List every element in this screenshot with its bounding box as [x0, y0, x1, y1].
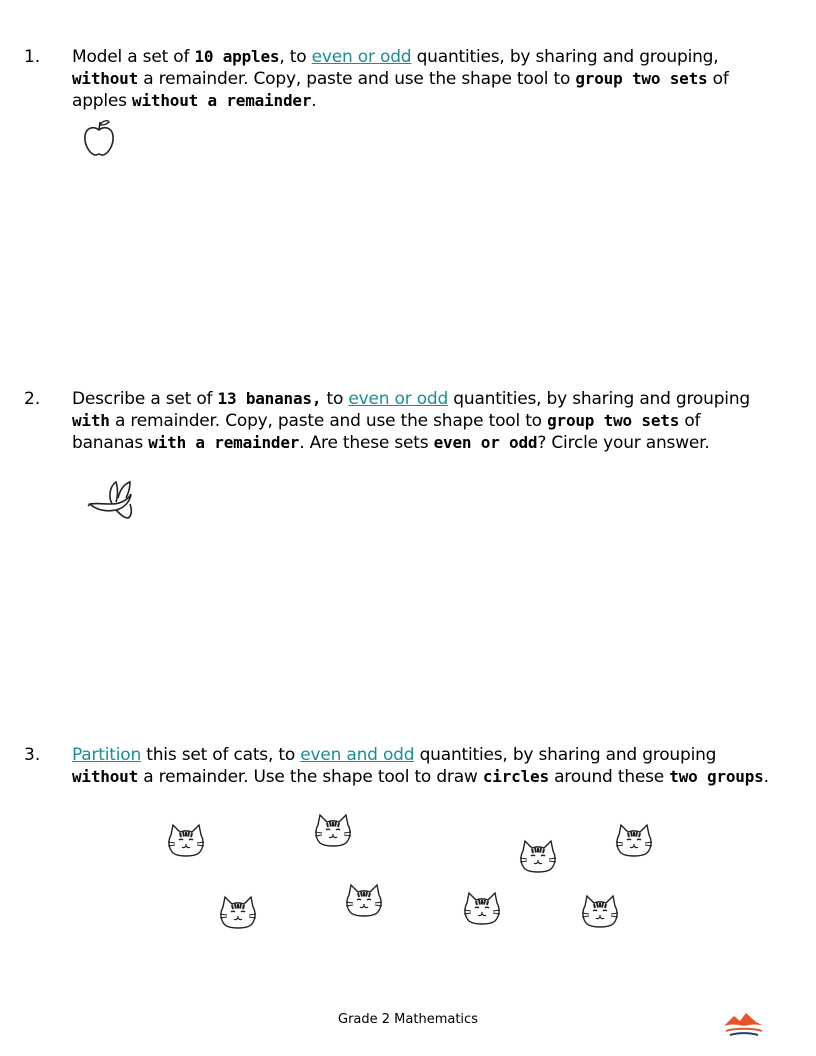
bold-run: with a remainder: [148, 433, 300, 452]
text-run: ? Circle your answer.: [537, 433, 710, 453]
bold-run: without: [72, 69, 139, 88]
question-text: [72, 388, 802, 454]
banana-icon[interactable]: [86, 474, 136, 522]
text-run: Describe a set of: [72, 389, 218, 409]
cat-face-icon[interactable]: [344, 882, 384, 920]
bold-run: even or odd: [433, 433, 538, 452]
cat-face-icon[interactable]: [166, 822, 206, 860]
question-text: [72, 744, 802, 788]
text-run: Model a set of: [72, 47, 195, 67]
text-run: to: [321, 389, 349, 409]
question-number: 3.: [24, 745, 41, 765]
text-run: quantities, by sharing and grouping: [414, 745, 717, 765]
bold-run: circles: [482, 767, 549, 786]
even-or-odd-link[interactable]: even or odd: [311, 47, 412, 67]
mountain-logo-icon: [722, 1010, 766, 1036]
bold-run: with: [72, 411, 110, 430]
question-line: [72, 432, 802, 454]
bold-run: without a remainder: [132, 91, 312, 110]
text-run: a remainder. Copy, paste and use the shape tool to: [138, 69, 576, 89]
cat-face-icon[interactable]: [518, 838, 558, 876]
question-line: [72, 68, 802, 90]
bold-run: group two sets: [547, 411, 680, 430]
text-run: quantities, by sharing and grouping: [448, 389, 750, 409]
text-run: a remainder. Use the shape tool to draw: [138, 767, 483, 787]
question-number: 1.: [24, 47, 41, 67]
cat-face-icon[interactable]: [614, 822, 654, 860]
question-line: [72, 410, 802, 432]
bold-run: 13 bananas,: [217, 389, 322, 408]
text-run: this set of cats, to: [141, 745, 301, 765]
text-run: .: [311, 91, 317, 111]
text-run: a remainder. Copy, paste and use the shape tool to: [109, 411, 548, 431]
text-run: , to: [279, 47, 312, 67]
text-run: apples: [72, 91, 133, 111]
partition-link[interactable]: Partition: [72, 745, 142, 765]
cat-face-icon[interactable]: [580, 893, 620, 931]
cat-face-icon[interactable]: [313, 812, 353, 850]
question-text: [72, 46, 802, 112]
bold-run: group two sets: [575, 69, 708, 88]
bold-run: without: [72, 767, 139, 786]
text-run: of: [679, 411, 701, 431]
text-run: .: [763, 767, 769, 787]
question-line: [72, 744, 802, 766]
text-run: quantities, by sharing and grouping,: [411, 47, 719, 67]
text-run: . Are these sets: [299, 433, 434, 453]
text-run: bananas: [72, 433, 149, 453]
text-run: around these: [548, 767, 670, 787]
apple-icon[interactable]: [82, 118, 116, 158]
cat-face-icon[interactable]: [218, 894, 258, 932]
text-run: of: [707, 69, 729, 89]
bold-run: 10 apples: [194, 47, 280, 66]
question-line: [72, 46, 802, 68]
even-or-odd-link[interactable]: even or odd: [348, 389, 449, 409]
even-and-odd-link[interactable]: even and odd: [300, 745, 415, 765]
question-line: [72, 388, 802, 410]
bold-run: two groups: [669, 767, 764, 786]
question-number: 2.: [24, 389, 41, 409]
question-line: [72, 766, 802, 788]
question-line: [72, 90, 802, 112]
footer-text: Grade 2 Mathematics: [338, 1012, 478, 1027]
cat-face-icon[interactable]: [462, 890, 502, 928]
